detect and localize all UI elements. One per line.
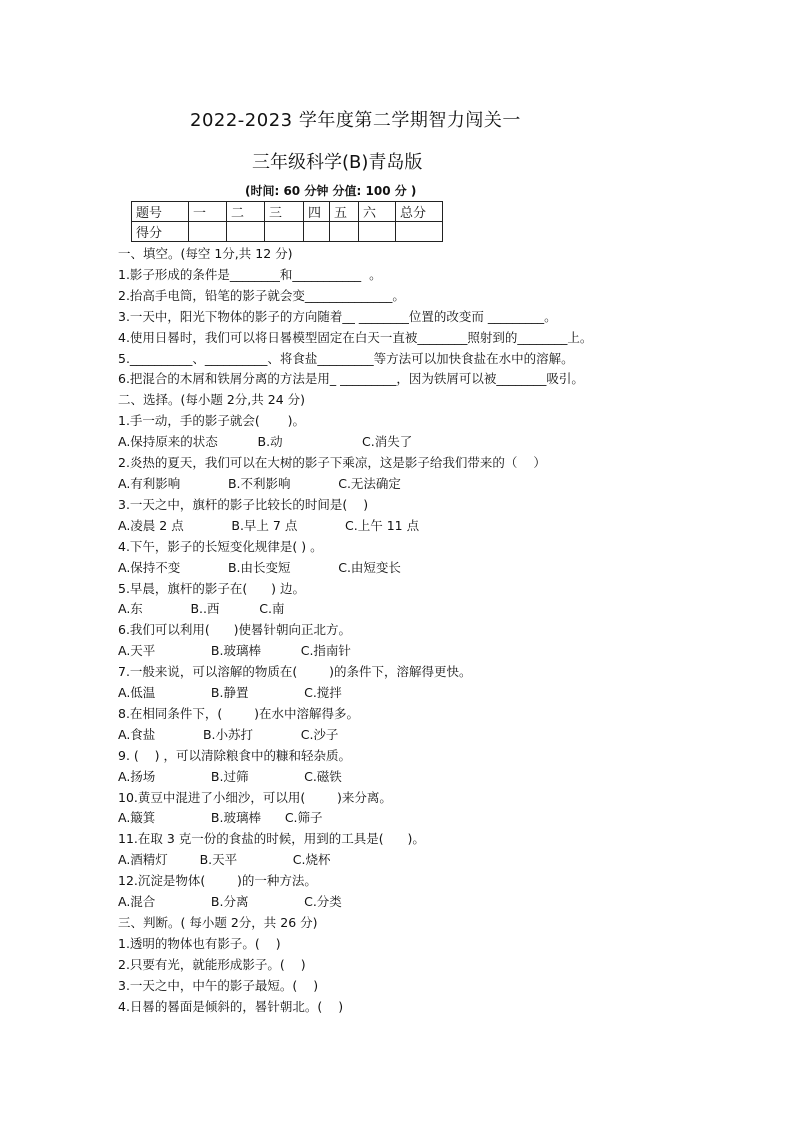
score-header-cell: 六 (359, 202, 396, 222)
score-header-cell: 四 (304, 202, 330, 222)
option-line: A.低温 B.静置 C.搅拌 (118, 685, 342, 701)
option-line: A.有利影响 B.不利影响 C.无法确定 (118, 475, 401, 491)
score-table-header-row (132, 202, 443, 222)
question-list (118, 244, 768, 1018)
score-row-label: 得分 (132, 222, 189, 242)
question-line: 3.一天中，阳光下物体的影子的方向随着__ ________位置的改变而 _________。 (118, 308, 557, 324)
score-input-cell[interactable] (265, 222, 304, 242)
question-line: 4.使用日晷时，我们可以将日晷模型固定在白天一直被________照射到的________上。 (118, 329, 593, 345)
option-line: A.东 B..西 C.南 (118, 601, 285, 617)
question-line: 12.沉淀是物体( )的一种方法。 (118, 873, 317, 889)
question-line: 10.黄豆中混进了小细沙，可以用( )来分离。 (118, 789, 392, 805)
section-judge-heading: 三、判断。( 每小题 2分，共 26 分) (118, 915, 318, 930)
question-line: 5.__________、__________、将食盐_________等方法可以加快食盐在水中的溶解。 (118, 350, 574, 366)
question-line: 4.日晷的晷面是倾斜的，晷针朝北。( ) (118, 998, 344, 1014)
score-input-cell[interactable] (396, 222, 443, 242)
score-input-cell[interactable] (330, 222, 359, 242)
question-line: 2.炎热的夏天，我们可以在大树的影子下乘凉，这是影子给我们带来的（ ） (118, 455, 546, 471)
score-header-cell: 二 (227, 202, 265, 222)
question-line: 7.一般来说，可以溶解的物质在( )的条件下，溶解得更快。 (118, 664, 472, 680)
option-line: A.保持不变 B.由长变短 C.由短变长 (118, 559, 401, 575)
score-input-cell[interactable] (304, 222, 330, 242)
question-line: 6.我们可以利用( )使晷针朝向正北方。 (118, 622, 352, 638)
score-input-cell[interactable] (227, 222, 265, 242)
score-input-cell[interactable] (189, 222, 227, 242)
question-line: 8.在相同条件下，( )在水中溶解得多。 (118, 705, 359, 721)
question-line: 3.一天之中，中午的影子最短。( ) (118, 977, 319, 993)
score-table (131, 201, 443, 242)
section-choice-heading: 二、选择。(每小题 2分,共 24 分) (118, 392, 306, 408)
score-header-cell: 总分 (396, 202, 443, 222)
question-line: 1.影子形成的条件是________和___________ 。 (118, 266, 382, 282)
score-header-cell: 五 (330, 202, 359, 222)
score-table-score-row (132, 222, 443, 242)
option-line: A.混合 B.分离 C.分类 (118, 894, 342, 910)
question-line: 6.把混合的木屑和铁屑分离的方法是用_ _________，因为铁屑可以被________吸引。 (118, 371, 584, 387)
question-line: 9. ( ) ，可以清除粮食中的糠和轻杂质。 (118, 747, 352, 763)
option-line: A.扬场 B.过筛 C.磁铁 (118, 768, 342, 784)
question-line: 3.一天之中，旗杆的影子比较长的时间是( ) (118, 496, 369, 512)
option-line: A.天平 B.玻璃棒 C.指南针 (118, 643, 351, 659)
score-input-cell[interactable] (359, 222, 396, 242)
question-line: 1.透明的物体也有影子。( ) (118, 935, 281, 951)
option-line: A.保持原来的状态 B.动 C.消失了 (118, 434, 413, 450)
question-line: 1.手一动，手的影子就会( )。 (118, 413, 305, 429)
score-header-cell: 三 (265, 202, 304, 222)
question-line: 4.下午，影子的长短变化规律是( ) 。 (118, 538, 323, 554)
exam-meta: (时间: 60 分钟 分值: 100 分 ) (245, 184, 417, 198)
section-fill-blank-heading: 一、填空。(每空 1分,共 12 分) (118, 246, 293, 261)
exam-title: 2022-2023 学年度第二学期智力闯关一 (190, 110, 521, 131)
score-header-cell: 题号 (132, 202, 189, 222)
option-line: A.凌晨 2 点 B.早上 7 点 C.上午 11 点 (118, 517, 420, 533)
option-line: A.簸箕 B.玻璃棒 C.筛子 (118, 810, 323, 826)
question-line: 11.在取 3 克一份的食盐的时候，用到的工具是( )。 (118, 831, 425, 847)
question-line: 2.只要有光，就能形成影子。( ) (118, 956, 306, 972)
score-header-cell: 一 (189, 202, 227, 222)
question-line: 2.抬高手电筒，铅笔的影子就会变______________。 (118, 287, 405, 303)
option-line: A.食盐 B.小苏打 C.沙子 (118, 726, 339, 742)
option-line: A.酒精灯 B.天平 C.烧杯 (118, 852, 331, 868)
exam-subtitle: 三年级科学(B)青岛版 (252, 152, 423, 173)
question-line: 5.早晨，旗杆的影子在( ) 边。 (118, 580, 305, 596)
